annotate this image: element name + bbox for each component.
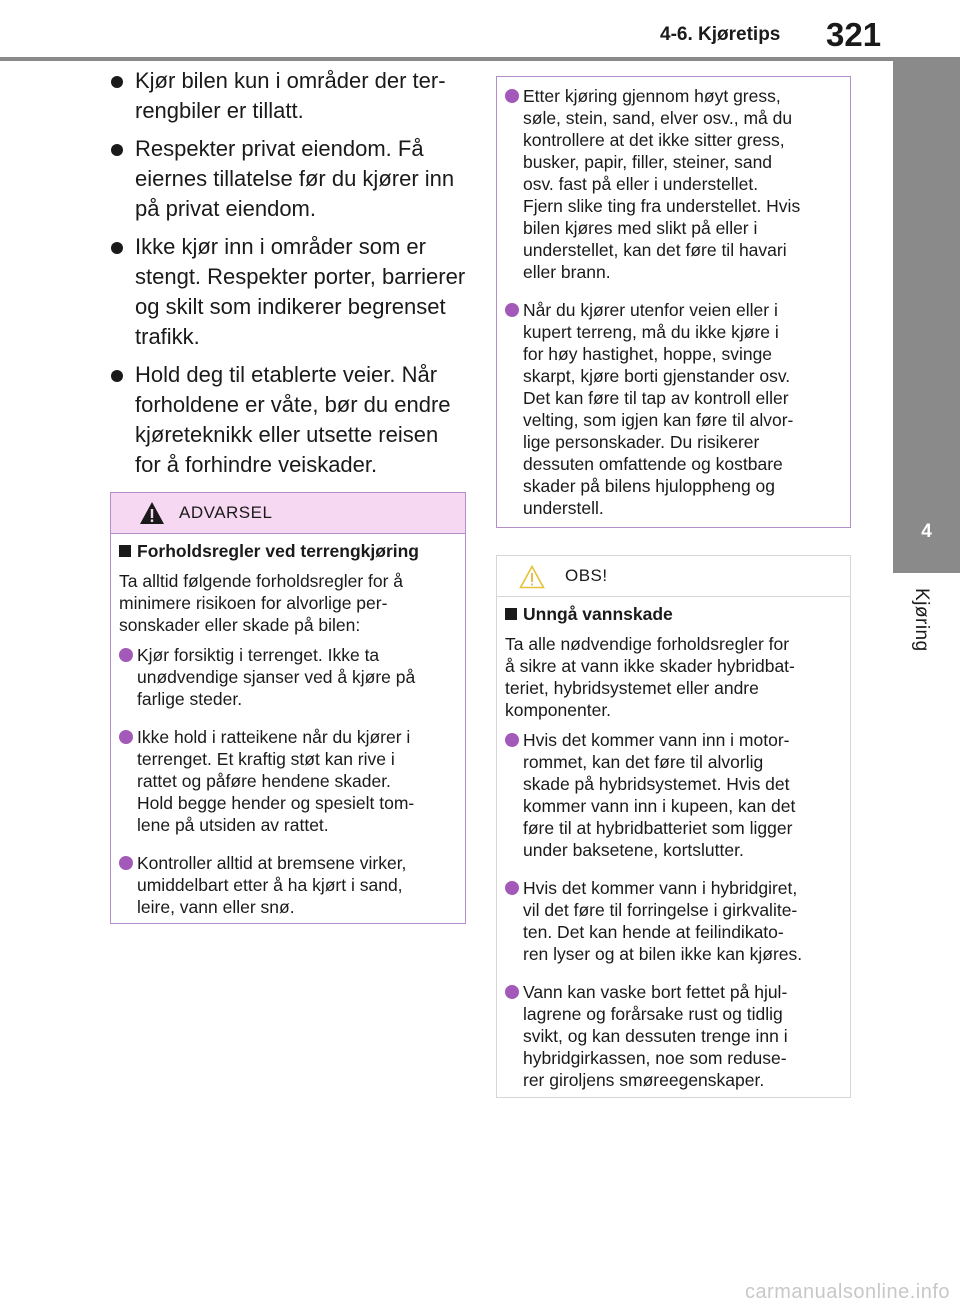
notice-header [497, 556, 850, 597]
circle-bullet-icon [505, 303, 519, 317]
notice-intro: Ta alle nødvendige forholdsregler for å sikre at vann ikke skader hybridbat- teriet, hybridsystemet eller andre komponenter. [505, 634, 795, 720]
bullet-dot-icon [111, 76, 123, 88]
section-title: 4-6. Kjøretips [660, 24, 781, 45]
watermark: carmanualsonline.info [744, 1281, 950, 1303]
notice-body [497, 597, 850, 1091]
warning-continued-body [497, 77, 850, 519]
list-item [119, 644, 457, 710]
list-item [110, 134, 470, 224]
warning-header [111, 493, 465, 534]
warning-body [111, 534, 465, 918]
bullet-text: Kjør bilen kun i områder der ter- rengbiler er tillatt. [135, 68, 446, 123]
caution-triangle-icon [519, 565, 545, 589]
bullet-text: Ikke hold i ratteikene når du kjører i terrenget. Et kraftig støt kan rive i rattet og påføre hendene skader. Hold begge hender og spesielt tom- lene på utsiden av rattet. [137, 727, 415, 835]
list-item [505, 299, 842, 519]
bullet-dot-icon [111, 370, 123, 382]
list-item [110, 232, 470, 352]
chapter-tab [893, 61, 960, 573]
bullet-dot-icon [111, 144, 123, 156]
bullet-text: Hvis det kommer vann i hybridgiret, vil det føre til forringelse i girkvalite- ten. Det kan hende at feilindikato- ren lyser og at bilen ikke kan kjøres. [523, 878, 803, 964]
header-divider [0, 57, 960, 61]
circle-bullet-icon [505, 89, 519, 103]
bullet-text: Kontroller alltid at bremsene virker, umiddelbart etter å ha kjørt i sand, leire, vann eller snø. [137, 853, 407, 917]
circle-bullet-icon [505, 985, 519, 999]
notice-box [496, 555, 851, 1098]
warning-intro: Ta alltid følgende forholdsregler for å minimere risikoen for alvorlige per- sonskader eller skade på bilen: [119, 571, 404, 635]
bullet-text: Hold deg til etablerte veier. Når forholdene er våte, bør du endre kjøreteknikk eller utsette reisen for å forhindre veiskader. [135, 362, 451, 477]
list-item [505, 981, 842, 1091]
bullet-text: Respekter privat eiendom. Få eiernes tillatelse før du kjører inn på privat eiendom. [135, 136, 455, 221]
square-bullet-icon [505, 608, 517, 620]
list-item [110, 360, 470, 480]
chapter-number: 4 [921, 521, 932, 542]
list-item [110, 66, 470, 126]
list-item [505, 877, 842, 965]
bullet-text: Vann kan vaske bort fettet på hjul- lagrene og forårsake rust og tidlig svikt, og kan dessuten trenge inn i hybridgirkassen, noe som reduse- rer giroljens smøreegenskaper. [523, 982, 788, 1090]
list-item [119, 852, 457, 918]
page-number: 321 [826, 16, 882, 53]
warning-continued-box [496, 76, 851, 528]
warning-box [110, 492, 466, 924]
warning-title: ADVARSEL [179, 503, 273, 522]
warning-heading [119, 540, 457, 562]
square-bullet-icon [119, 545, 131, 557]
warning-triangle-icon [139, 501, 165, 525]
bullet-text: Hvis det kommer vann inn i motor- rommet, kan det føre til alvorlig skade på hybridsystemet. Hvis det kommer vann inn i kupeen, kan det føre til at hybridbatteriet som ligger under baksetene, kortslutter. [523, 730, 796, 860]
main-bullet-list [110, 66, 470, 488]
list-item [505, 85, 842, 283]
bullet-text: Etter kjøring gjennom høyt gress, søle, stein, sand, elver osv., må du kontrollere at det ikke sitter gress, busker, papir, filler, steiner, sand osv. fast på eller i understellet. Fjern slike ting fra understellet. Hvis bilen kjøres med slikt på eller i understellet, kan det føre til havari eller brann. [523, 86, 801, 282]
circle-bullet-icon [505, 881, 519, 895]
notice-heading-text: Unngå vannskade [523, 604, 673, 624]
bullet-text: Kjør forsiktig i terrenget. Ikke ta unødvendige sjanser ved å kjøre på farlige steder. [137, 645, 416, 709]
circle-bullet-icon [119, 730, 133, 744]
list-item [505, 729, 842, 861]
bullet-text: Ikke kjør inn i områder som er stengt. Respekter porter, barrierer og skilt som indikerer begrenset trafikk. [135, 234, 466, 349]
list-item [119, 726, 457, 836]
bullet-dot-icon [111, 242, 123, 254]
circle-bullet-icon [505, 733, 519, 747]
circle-bullet-icon [119, 648, 133, 662]
notice-title: OBS! [565, 566, 608, 585]
circle-bullet-icon [119, 856, 133, 870]
chapter-label: Kjøring [911, 588, 932, 652]
warning-heading-text: Forholdsregler ved terrengkjøring [137, 541, 419, 561]
bullet-text: Når du kjører utenfor veien eller i kupert terreng, må du ikke kjøre i for høy hastighet, hoppe, svinge skarpt, kjøre borti gjenstander osv. Det kan føre til tap av kontroll eller velting, som igjen kan føre til alvor- lige personskader. Du risikerer dessuten omfattende og kostbare skader på bilens hjuloppheng og understell. [523, 300, 794, 518]
notice-heading [505, 603, 842, 625]
